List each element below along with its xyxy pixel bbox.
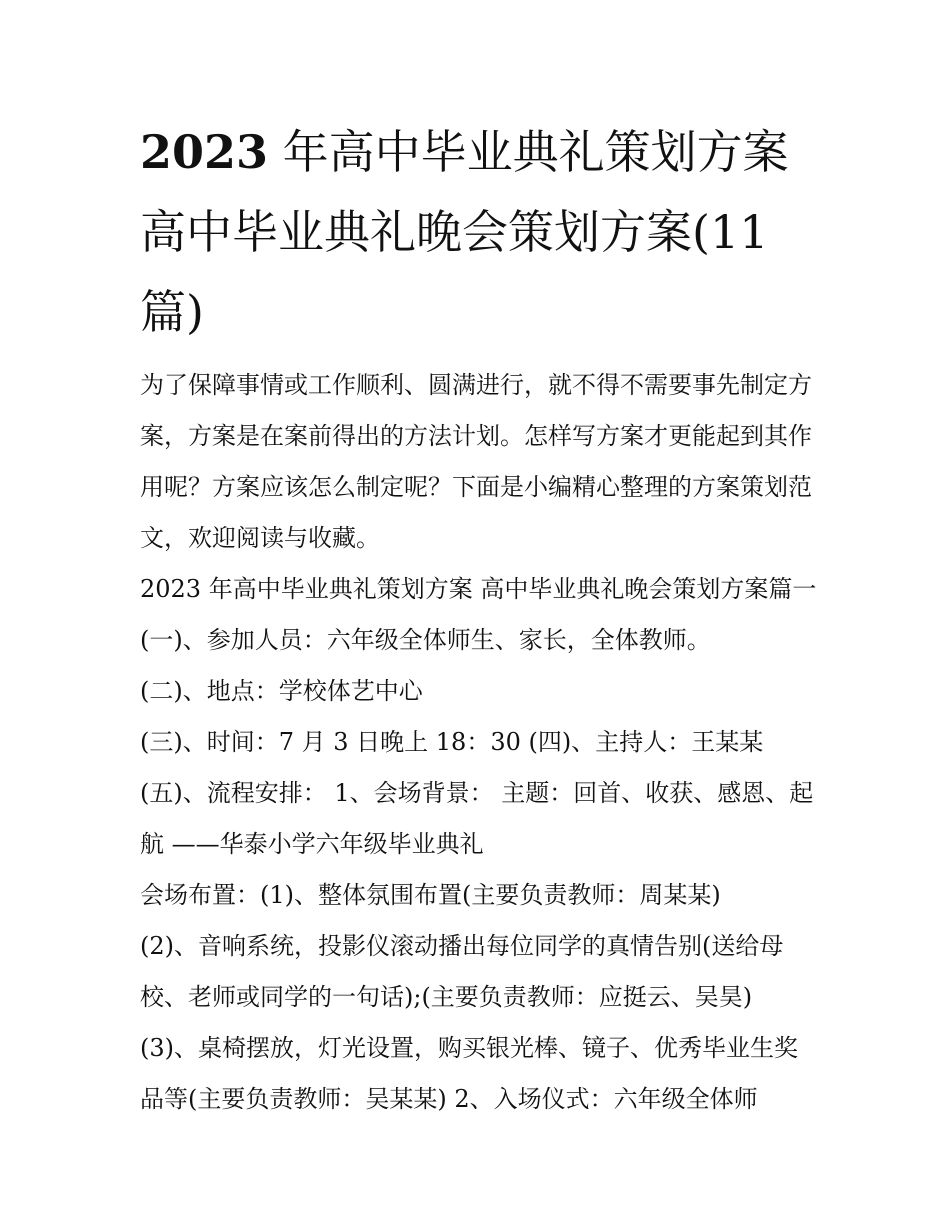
document-title (140, 112, 820, 352)
document-page (140, 112, 820, 1125)
intro-paragraph: 为了保障事情或工作顺利、圆满进行，就不得不需要事先制定方案，方案是在案前得出的方法计划。怎样写方案才更能起到其作用呢？方案应该怎么制定呢？下面是小编精心整理的方案策划范文，欢迎阅读与收藏。 (140, 371, 812, 552)
process-paragraph: (五)、流程安排： 1、会场背景： 主题：回首、收获、感恩、起航 ——华泰小学六年级毕业典礼 (140, 779, 814, 858)
audio-system-paragraph: (2)、音响系统，投影仪滚动播出每位同学的真情告别(送给母校、老师或同学的一句话);(主要负责教师：应挺云、吴昊) (140, 932, 784, 1011)
location-paragraph: (二)、地点：学校体艺中心 (140, 677, 423, 705)
seating-lighting-paragraph: (3)、桌椅摆放，灯光设置，购买银光棒、镜子、优秀毕业生奖品等(主要负责教师：吴某某) 2、入场仪式：六年级全体师 (140, 1034, 798, 1113)
document-body (140, 360, 820, 1125)
title-year: 2023 (140, 125, 269, 179)
time-host-paragraph: (三)、时间：7 月 3 日晚上 18：30 (四)、主持人：王某某 (140, 728, 764, 756)
section-one-paragraph: 2023 年高中毕业典礼策划方案 高中毕业典礼晚会策划方案篇一 (一)、参加人员：六年级全体师生、家长，全体教师。 (140, 575, 817, 654)
title-text: 年高中毕业典礼策划方案高中毕业典礼晚会策划方案(11篇) (140, 125, 789, 339)
venue-layout-paragraph: 会场布置：(1)、整体氛围布置(主要负责教师：周某某) (140, 881, 721, 909)
